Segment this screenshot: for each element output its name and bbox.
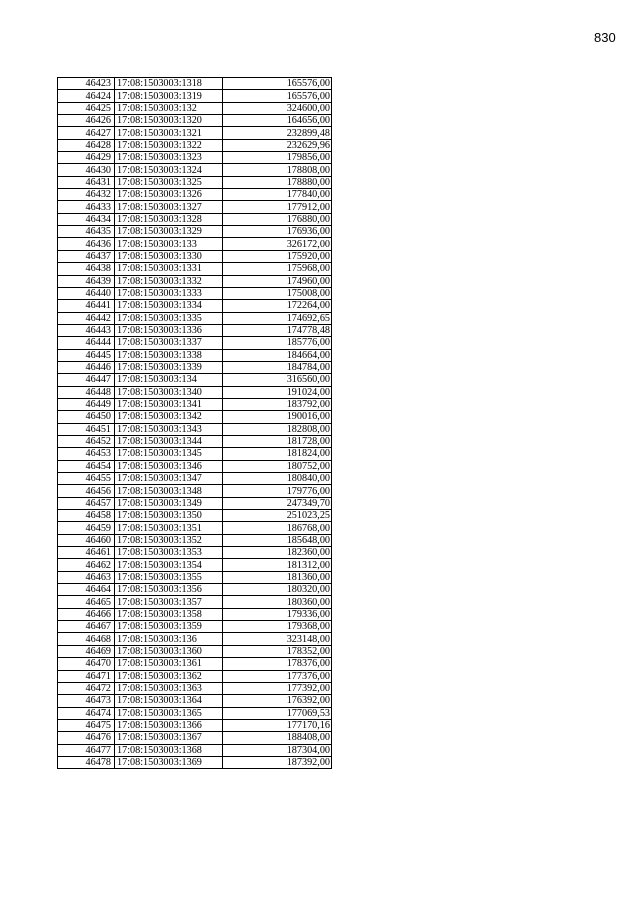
table-row	[58, 559, 332, 571]
cadastral-number-cell: 17:08:1503003:1359	[115, 621, 223, 633]
value-cell: 179336,00	[223, 608, 332, 620]
cadastral-number-cell: 17:08:1503003:1327	[115, 201, 223, 213]
cadastral-number-cell: 17:08:1503003:1368	[115, 744, 223, 756]
cadastral-number-cell: 17:08:1503003:1326	[115, 189, 223, 201]
value-cell: 324600,00	[223, 102, 332, 114]
value-cell: 185776,00	[223, 337, 332, 349]
value-cell: 176880,00	[223, 213, 332, 225]
table-body	[58, 78, 332, 769]
cadastral-number-cell: 17:08:1503003:1366	[115, 719, 223, 731]
row-number-cell: 46464	[58, 584, 115, 596]
table-row	[58, 435, 332, 447]
value-cell: 181728,00	[223, 435, 332, 447]
cadastral-number-cell: 17:08:1503003:1343	[115, 423, 223, 435]
value-cell: 165576,00	[223, 90, 332, 102]
value-cell: 181824,00	[223, 448, 332, 460]
table-row	[58, 250, 332, 262]
cadastral-number-cell: 17:08:1503003:1324	[115, 164, 223, 176]
table-row	[58, 324, 332, 336]
value-cell: 174692,65	[223, 312, 332, 324]
table-row	[58, 744, 332, 756]
value-cell: 247349,70	[223, 497, 332, 509]
cadastral-number-cell: 17:08:1503003:1364	[115, 695, 223, 707]
value-cell: 174960,00	[223, 275, 332, 287]
table-row	[58, 732, 332, 744]
page-number: 830	[594, 30, 616, 45]
row-number-cell: 46434	[58, 213, 115, 225]
table-row	[58, 189, 332, 201]
row-number-cell: 46429	[58, 152, 115, 164]
table-row	[58, 522, 332, 534]
table-row	[58, 695, 332, 707]
table-row	[58, 460, 332, 472]
value-cell: 178880,00	[223, 176, 332, 188]
value-cell: 187392,00	[223, 756, 332, 768]
cadastral-number-cell: 17:08:1503003:1321	[115, 127, 223, 139]
table-row	[58, 423, 332, 435]
cadastral-number-cell: 17:08:1503003:1369	[115, 756, 223, 768]
row-number-cell: 46442	[58, 312, 115, 324]
row-number-cell: 46474	[58, 707, 115, 719]
row-number-cell: 46461	[58, 547, 115, 559]
value-cell: 175968,00	[223, 263, 332, 275]
value-cell: 191024,00	[223, 386, 332, 398]
table-row	[58, 621, 332, 633]
row-number-cell: 46471	[58, 670, 115, 682]
value-cell: 182360,00	[223, 547, 332, 559]
value-cell: 176936,00	[223, 226, 332, 238]
cadastral-number-cell: 17:08:1503003:1353	[115, 547, 223, 559]
cadastral-number-cell: 17:08:1503003:1323	[115, 152, 223, 164]
table-row	[58, 670, 332, 682]
row-number-cell: 46443	[58, 324, 115, 336]
cadastral-number-cell: 17:08:1503003:1362	[115, 670, 223, 682]
value-cell: 232629,96	[223, 139, 332, 151]
value-cell: 179368,00	[223, 621, 332, 633]
value-cell: 232899,48	[223, 127, 332, 139]
cadastral-number-cell: 17:08:1503003:1355	[115, 571, 223, 583]
table-row	[58, 361, 332, 373]
row-number-cell: 46462	[58, 559, 115, 571]
table-row	[58, 497, 332, 509]
cadastral-number-cell: 17:08:1503003:1318	[115, 78, 223, 90]
table-row	[58, 226, 332, 238]
value-cell: 180752,00	[223, 460, 332, 472]
row-number-cell: 46441	[58, 300, 115, 312]
cadastral-number-cell: 17:08:1503003:1349	[115, 497, 223, 509]
value-cell: 187304,00	[223, 744, 332, 756]
row-number-cell: 46469	[58, 645, 115, 657]
cadastral-number-cell: 17:08:1503003:1338	[115, 349, 223, 361]
table-row	[58, 287, 332, 299]
cadastral-number-cell: 17:08:1503003:1334	[115, 300, 223, 312]
row-number-cell: 46427	[58, 127, 115, 139]
cadastral-number-cell: 17:08:1503003:1320	[115, 115, 223, 127]
table-row	[58, 411, 332, 423]
table-row	[58, 300, 332, 312]
table-row	[58, 485, 332, 497]
value-cell: 165576,00	[223, 78, 332, 90]
cadastral-number-cell: 17:08:1503003:1342	[115, 411, 223, 423]
cadastral-number-cell: 17:08:1503003:1332	[115, 275, 223, 287]
cadastral-number-cell: 17:08:1503003:1322	[115, 139, 223, 151]
table-row	[58, 658, 332, 670]
row-number-cell: 46452	[58, 435, 115, 447]
table-row	[58, 176, 332, 188]
table-row	[58, 756, 332, 768]
value-cell: 178352,00	[223, 645, 332, 657]
value-cell: 179776,00	[223, 485, 332, 497]
row-number-cell: 46423	[58, 78, 115, 90]
row-number-cell: 46470	[58, 658, 115, 670]
cadastral-number-cell: 17:08:1503003:1345	[115, 448, 223, 460]
row-number-cell: 46448	[58, 386, 115, 398]
cadastral-number-cell: 17:08:1503003:133	[115, 238, 223, 250]
cadastral-number-cell: 17:08:1503003:1360	[115, 645, 223, 657]
value-cell: 177069,53	[223, 707, 332, 719]
cadastral-number-cell: 17:08:1503003:1346	[115, 460, 223, 472]
table-row	[58, 164, 332, 176]
table-row	[58, 374, 332, 386]
row-number-cell: 46451	[58, 423, 115, 435]
value-cell: 181360,00	[223, 571, 332, 583]
cadastral-number-cell: 17:08:1503003:1335	[115, 312, 223, 324]
value-cell: 177840,00	[223, 189, 332, 201]
cadastral-number-cell: 17:08:1503003:1358	[115, 608, 223, 620]
cadastral-number-cell: 17:08:1503003:1333	[115, 287, 223, 299]
row-number-cell: 46436	[58, 238, 115, 250]
table-row	[58, 78, 332, 90]
cadastral-number-cell: 17:08:1503003:1348	[115, 485, 223, 497]
table-row	[58, 596, 332, 608]
table-row	[58, 645, 332, 657]
row-number-cell: 46472	[58, 682, 115, 694]
table-row	[58, 102, 332, 114]
row-number-cell: 46450	[58, 411, 115, 423]
row-number-cell: 46440	[58, 287, 115, 299]
table-row	[58, 584, 332, 596]
row-number-cell: 46432	[58, 189, 115, 201]
cadastral-number-cell: 17:08:1503003:1337	[115, 337, 223, 349]
row-number-cell: 46435	[58, 226, 115, 238]
cadastral-number-cell: 17:08:1503003:1367	[115, 732, 223, 744]
table-row	[58, 398, 332, 410]
row-number-cell: 46458	[58, 510, 115, 522]
cadastral-number-cell: 17:08:1503003:1339	[115, 361, 223, 373]
row-number-cell: 46467	[58, 621, 115, 633]
row-number-cell: 46468	[58, 633, 115, 645]
row-number-cell: 46433	[58, 201, 115, 213]
row-number-cell: 46446	[58, 361, 115, 373]
value-cell: 174778,48	[223, 324, 332, 336]
cadastral-number-cell: 17:08:1503003:134	[115, 374, 223, 386]
cadastral-number-cell: 17:08:1503003:1344	[115, 435, 223, 447]
cadastral-number-cell: 17:08:1503003:1329	[115, 226, 223, 238]
row-number-cell: 46447	[58, 374, 115, 386]
value-cell: 177392,00	[223, 682, 332, 694]
row-number-cell: 46463	[58, 571, 115, 583]
cadastral-number-cell: 17:08:1503003:136	[115, 633, 223, 645]
table-row	[58, 127, 332, 139]
table-row	[58, 90, 332, 102]
row-number-cell: 46457	[58, 497, 115, 509]
table-row	[58, 337, 332, 349]
table-row	[58, 510, 332, 522]
cadastral-number-cell: 17:08:1503003:132	[115, 102, 223, 114]
row-number-cell: 46476	[58, 732, 115, 744]
row-number-cell: 46445	[58, 349, 115, 361]
table-row	[58, 115, 332, 127]
cadastral-number-cell: 17:08:1503003:1352	[115, 534, 223, 546]
cadastral-number-cell: 17:08:1503003:1350	[115, 510, 223, 522]
table-row	[58, 547, 332, 559]
row-number-cell: 46431	[58, 176, 115, 188]
value-cell: 177912,00	[223, 201, 332, 213]
cadastral-number-cell: 17:08:1503003:1336	[115, 324, 223, 336]
row-number-cell: 46459	[58, 522, 115, 534]
cadastral-number-cell: 17:08:1503003:1330	[115, 250, 223, 262]
table-row	[58, 707, 332, 719]
row-number-cell: 46424	[58, 90, 115, 102]
row-number-cell: 46466	[58, 608, 115, 620]
value-cell: 176392,00	[223, 695, 332, 707]
cadastral-number-cell: 17:08:1503003:1363	[115, 682, 223, 694]
table-row	[58, 275, 332, 287]
table-row	[58, 349, 332, 361]
value-cell: 164656,00	[223, 115, 332, 127]
cadastral-number-cell: 17:08:1503003:1356	[115, 584, 223, 596]
row-number-cell: 46456	[58, 485, 115, 497]
row-number-cell: 46453	[58, 448, 115, 460]
row-number-cell: 46455	[58, 473, 115, 485]
value-cell: 190016,00	[223, 411, 332, 423]
row-number-cell: 46473	[58, 695, 115, 707]
value-cell: 175920,00	[223, 250, 332, 262]
value-cell: 180320,00	[223, 584, 332, 596]
value-cell: 185648,00	[223, 534, 332, 546]
cadastral-number-cell: 17:08:1503003:1319	[115, 90, 223, 102]
cadastral-number-cell: 17:08:1503003:1351	[115, 522, 223, 534]
table-row	[58, 201, 332, 213]
row-number-cell: 46439	[58, 275, 115, 287]
value-cell: 177376,00	[223, 670, 332, 682]
table-row	[58, 473, 332, 485]
value-cell: 316560,00	[223, 374, 332, 386]
row-number-cell: 46460	[58, 534, 115, 546]
value-cell: 188408,00	[223, 732, 332, 744]
cadastral-number-cell: 17:08:1503003:1325	[115, 176, 223, 188]
cadastral-number-cell: 17:08:1503003:1341	[115, 398, 223, 410]
row-number-cell: 46437	[58, 250, 115, 262]
row-number-cell: 46444	[58, 337, 115, 349]
data-table	[57, 77, 332, 769]
value-cell: 179856,00	[223, 152, 332, 164]
value-cell: 183792,00	[223, 398, 332, 410]
value-cell: 323148,00	[223, 633, 332, 645]
value-cell: 184784,00	[223, 361, 332, 373]
value-cell: 180840,00	[223, 473, 332, 485]
cadastral-number-cell: 17:08:1503003:1354	[115, 559, 223, 571]
row-number-cell: 46430	[58, 164, 115, 176]
row-number-cell: 46475	[58, 719, 115, 731]
cadastral-number-cell: 17:08:1503003:1328	[115, 213, 223, 225]
row-number-cell: 46478	[58, 756, 115, 768]
value-cell: 175008,00	[223, 287, 332, 299]
row-number-cell: 46449	[58, 398, 115, 410]
cadastral-number-cell: 17:08:1503003:1340	[115, 386, 223, 398]
table-row	[58, 139, 332, 151]
value-cell: 180360,00	[223, 596, 332, 608]
row-number-cell: 46454	[58, 460, 115, 472]
table-row	[58, 448, 332, 460]
value-cell: 186768,00	[223, 522, 332, 534]
value-cell: 182808,00	[223, 423, 332, 435]
cadastral-number-cell: 17:08:1503003:1365	[115, 707, 223, 719]
cadastral-number-cell: 17:08:1503003:1357	[115, 596, 223, 608]
row-number-cell: 46465	[58, 596, 115, 608]
cadastral-number-cell: 17:08:1503003:1347	[115, 473, 223, 485]
row-number-cell: 46428	[58, 139, 115, 151]
cadastral-number-cell: 17:08:1503003:1361	[115, 658, 223, 670]
value-cell: 181312,00	[223, 559, 332, 571]
table-row	[58, 719, 332, 731]
value-cell: 177170,16	[223, 719, 332, 731]
value-cell: 251023,25	[223, 510, 332, 522]
value-cell: 178808,00	[223, 164, 332, 176]
value-cell: 184664,00	[223, 349, 332, 361]
table-row	[58, 263, 332, 275]
table-row	[58, 534, 332, 546]
table-row	[58, 682, 332, 694]
table-row	[58, 608, 332, 620]
table-row	[58, 633, 332, 645]
table-row	[58, 213, 332, 225]
table-row	[58, 312, 332, 324]
row-number-cell: 46426	[58, 115, 115, 127]
table-row	[58, 238, 332, 250]
table-row	[58, 571, 332, 583]
row-number-cell: 46425	[58, 102, 115, 114]
table-row	[58, 152, 332, 164]
value-cell: 178376,00	[223, 658, 332, 670]
row-number-cell: 46438	[58, 263, 115, 275]
cadastral-number-cell: 17:08:1503003:1331	[115, 263, 223, 275]
row-number-cell: 46477	[58, 744, 115, 756]
value-cell: 172264,00	[223, 300, 332, 312]
value-cell: 326172,00	[223, 238, 332, 250]
table-row	[58, 386, 332, 398]
